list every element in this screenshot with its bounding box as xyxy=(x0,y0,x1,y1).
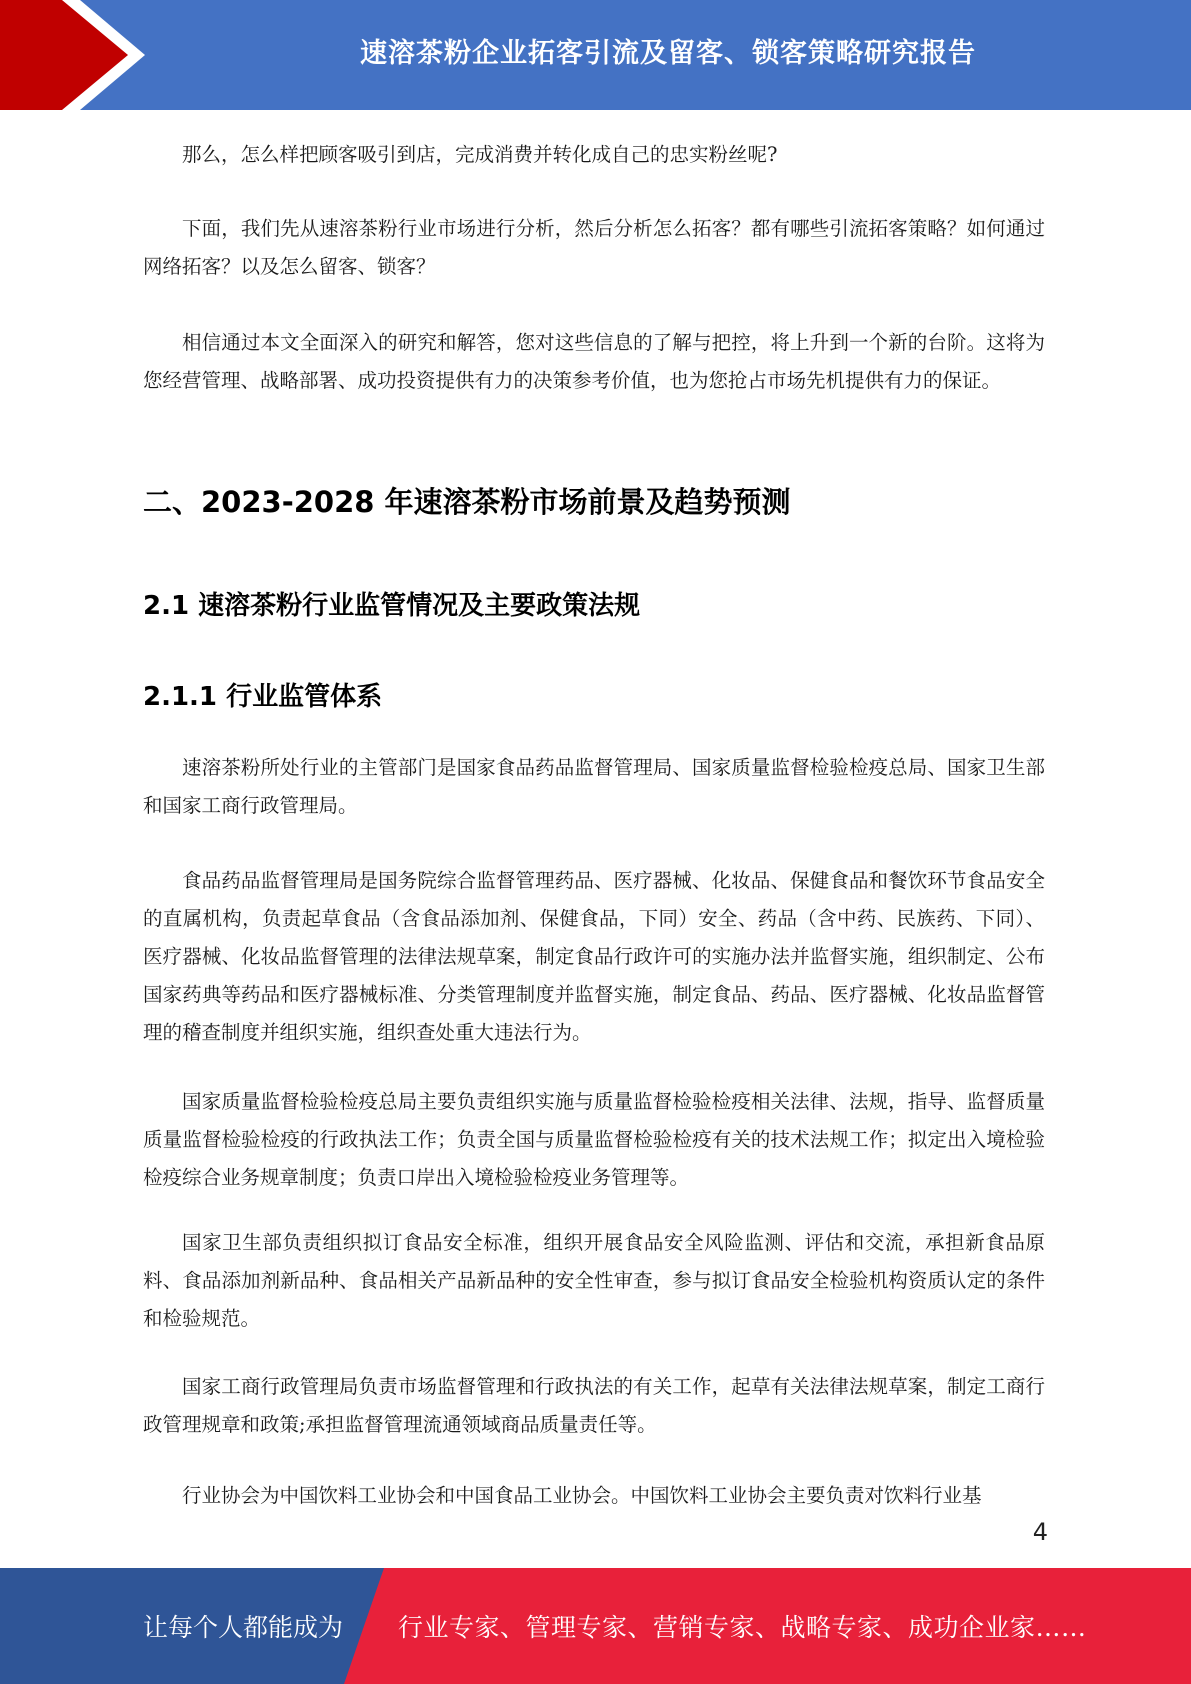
paragraph: 食品药品监督管理局是国务院综合监督管理药品、医疗器械、化妆品、保健食品和餐饮环节食品安全的直属机构，负责起草食品（含食品添加剂、保健食品，下同）安全、药品（含中药、民族药、下同）、医疗器械、化妆品监督管理的法律法规草案，制定食品行政许可的实施办法并监督实施，组织制定、公布国家药典等药品和医疗器械标准、分类管理制度并监督实施，制定食品、药品、医疗器械、化妆品监督管理的稽查制度并组织实施，组织查处重大违法行为。 xyxy=(143,869,1045,1044)
subsection-heading: 2.1 速溶茶粉行业监管情况及主要政策法规 xyxy=(143,591,641,621)
header-arrow-icon xyxy=(0,0,160,110)
subsubsection-heading: 2.1.1 行业监管体系 xyxy=(143,682,383,712)
footer-banner xyxy=(0,1568,1191,1684)
paragraph: 那么，怎么样把顾客吸引到店，完成消费并转化成自己的忠实粉丝呢? xyxy=(182,143,778,166)
paragraph: 行业协会为中国饮料工业协会和中国食品工业协会。中国饮料工业协会主要负责对饮料行业基 xyxy=(182,1484,982,1507)
paragraph: 相信通过本文全面深入的研究和解答，您对这些信息的了解与把控，将上升到一个新的台阶。这将为您经营管理、战略部署、成功投资提供有力的决策参考价值，也为您抢占市场先机提供有力的保证。 xyxy=(143,331,1045,392)
paragraph: 国家卫生部负责组织拟订食品安全标准，组织开展食品安全风险监测、评估和交流，承担新食品原料、食品添加剂新品种、食品相关产品新品种的安全性审查，参与拟订食品安全检验机构资质认定的条件和检验规范。 xyxy=(143,1231,1045,1330)
paragraph: 国家质量监督检验检疫总局主要负责组织实施与质量监督检验检疫相关法律、法规，指导、监督质量质量监督检验检疫的行政执法工作；负责全国与质量监督检验检疫有关的技术法规工作；拟定出入境检验检疫综合业务规章制度；负责口岸出入境检验检疫业务管理等。 xyxy=(143,1090,1045,1189)
paragraph: 国家工商行政管理局负责市场监督管理和行政执法的有关工作，起草有关法律法规草案，制定工商行政管理规章和政策;承担监督管理流通领域商品质量责任等。 xyxy=(143,1375,1045,1436)
paragraph: 下面，我们先从速溶茶粉行业市场进行分析，然后分析怎么拓客？都有哪些引流拓客策略？如何通过网络拓客？以及怎么留客、锁客？ xyxy=(143,217,1045,278)
footer-slogan-right: 行业专家、管理专家、营销专家、战略专家、成功企业家…… xyxy=(398,1613,1087,1642)
section-heading: 二、2023-2028 年速溶茶粉市场前景及趋势预测 xyxy=(143,485,791,519)
header-banner xyxy=(0,0,1191,110)
header-title: 速溶茶粉企业拓客引流及留客、锁客策略研究报告 xyxy=(360,37,976,69)
page-number: 4 xyxy=(1032,1518,1048,1546)
paragraph: 速溶茶粉所处行业的主管部门是国家食品药品监督管理局、国家质量监督检验检疫总局、国家卫生部和国家工商行政管理局。 xyxy=(143,756,1045,817)
footer-slogan-left: 让每个人都能成为 xyxy=(143,1613,344,1642)
